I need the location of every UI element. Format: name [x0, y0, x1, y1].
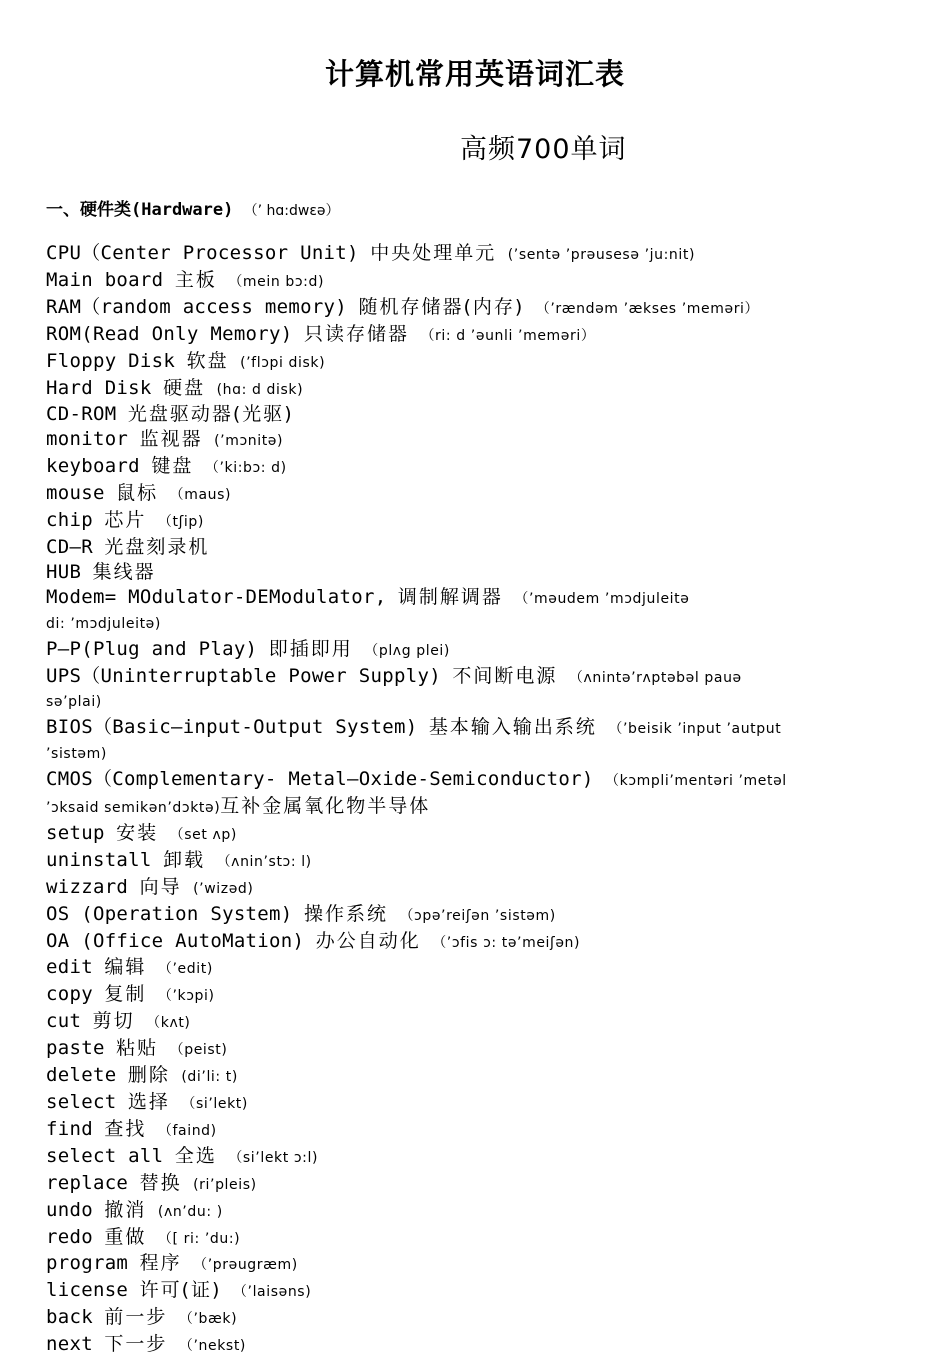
entry-pronunciation: （’prəugræm) [193, 1257, 298, 1274]
vocabulary-entry [46, 1009, 926, 1036]
entry-pronunciation: （maus) [169, 487, 232, 504]
entry-term: keyboard [46, 455, 140, 478]
entry-chinese: 软盘 [186, 349, 229, 372]
entry-pronunciation: （’laisəns) [232, 1284, 312, 1301]
vocabulary-entry [46, 402, 926, 427]
entry-chinese: 复制 [104, 983, 147, 1006]
entry-term: replace [46, 1171, 129, 1194]
entry-chinese: 集线器 [92, 560, 156, 583]
entry-pronunciation: （’bæk) [178, 1311, 238, 1328]
entry-chinese: 编辑 [104, 956, 147, 979]
entry-chinese: 替换 [139, 1171, 182, 1194]
entry-term: CD—R [46, 535, 93, 558]
entry-chinese: 监视器 [139, 428, 203, 451]
vocabulary-entry [46, 1036, 926, 1063]
vocabulary-entry [46, 376, 926, 403]
vocabulary-entry [46, 1305, 926, 1332]
entry-chinese: 撤消 [104, 1198, 147, 1221]
entry-pronunciation: （si’lekt) [181, 1096, 248, 1112]
entry-pronunciation: di: ’mɔdjuleitə) [46, 615, 161, 632]
entry-chinese: 硬盘 [163, 376, 206, 399]
entry-pronunciation: （’ɔfis ɔ: tə’meiʃən) [432, 934, 581, 951]
entry-pronunciation: （[ ri: ’du:) [157, 1230, 241, 1247]
entry-chinese: 删除 [127, 1064, 170, 1087]
entry-term: edit [46, 956, 93, 979]
vocabulary-entry [46, 1251, 926, 1278]
section-heading [46, 195, 340, 220]
entry-pronunciation: （faind) [157, 1122, 217, 1139]
entry-term: CD-ROM [46, 403, 117, 426]
entry-term: redo [46, 1225, 93, 1248]
entry-pronunciation: （ʌnintə’rʌptəbəl pauə [568, 669, 742, 686]
entry-pronunciation: sə’plai) [46, 694, 102, 711]
page-title: 计算机常用英语词汇表 [324, 57, 625, 91]
entry-term: license [46, 1279, 129, 1302]
entry-chinese: 中央处理单元 [370, 242, 497, 264]
entry-term: RAM（random access memory) [46, 295, 348, 318]
vocabulary-entry [46, 241, 926, 268]
entry-term: next [46, 1333, 93, 1356]
entry-chinese: 前一步 [104, 1306, 168, 1329]
entry-pronunciation: ’ɔksaid semikən’dɔktə) [46, 800, 221, 817]
entry-pronunciation: （kɔmpli’mentəri ’metəl [605, 773, 787, 790]
entry-pronunciation: (hɑ: d disk) [216, 381, 304, 398]
entry-term: CMOS（Complementary- Metal—Oxide-Semiconductor) [46, 768, 594, 791]
vocabulary-entry [46, 1332, 926, 1359]
vocabulary-entry [46, 268, 926, 295]
entry-term: paste [46, 1037, 105, 1060]
entry-chinese: 下一步 [104, 1333, 168, 1356]
vocabulary-entry [46, 1063, 926, 1090]
section-label: 一、硬件类(Hardware) [46, 200, 234, 220]
entry-pronunciation: ’sistəm) [46, 746, 107, 763]
entry-pronunciation: （ri: d ’əunli ’meməri） [420, 327, 596, 344]
vocabulary-entry [46, 560, 926, 585]
entry-chinese: 只读存储器 [303, 322, 409, 345]
entry-chinese: 光盘刻录机 [104, 535, 210, 558]
vocabulary-entry [46, 1198, 926, 1225]
entry-term: HUB [46, 560, 82, 583]
entry-pronunciation: (’sentə ’prəusesə ’ju:nit) [507, 247, 696, 263]
entry-pronunciation: (ʌn’du: ) [157, 1203, 223, 1220]
entry-chinese: 安装 [116, 821, 159, 844]
entry-pronunciation: （set ʌp) [169, 826, 237, 843]
entry-chinese: 随机存储器(内存) [358, 295, 525, 318]
entry-pronunciation: (’mɔnitə) [214, 433, 284, 450]
entry-term: Floppy Disk [46, 349, 176, 372]
entry-term: select [46, 1091, 117, 1113]
entry-chinese: 程序 [139, 1252, 182, 1275]
entry-pronunciation: （mein bɔ:d) [228, 273, 325, 290]
entry-pronunciation: （’ki:bɔ: d) [204, 460, 287, 477]
entry-term: program [46, 1252, 129, 1275]
entry-chinese: 互补金属氧化物半导体 [220, 795, 431, 818]
vocabulary-entry [46, 902, 926, 929]
entry-pronunciation: （ɔpə’reiʃən ’sistəm) [399, 907, 556, 924]
vocabulary-entry [46, 664, 926, 691]
vocabulary-entry [46, 955, 926, 982]
entry-term: OA (Office AutoMation) [46, 929, 305, 952]
entry-pronunciation: （tʃip) [157, 514, 204, 531]
entry-pronunciation: （kʌt) [146, 1015, 191, 1032]
entry-chinese: 向导 [139, 875, 182, 898]
entry-pronunciation: （’rændəm ’ækses ’meməri） [535, 300, 760, 317]
entry-pronunciation: (di’li: t) [181, 1069, 238, 1086]
vocabulary-continuation-line [46, 690, 926, 715]
entry-chinese: 粘贴 [116, 1037, 159, 1060]
entry-term: setup [46, 821, 105, 844]
entry-term: copy [46, 983, 93, 1006]
vocabulary-continuation-line [46, 612, 926, 637]
entry-chinese: 许可(证) [139, 1279, 222, 1302]
vocabulary-entry [46, 637, 926, 664]
vocabulary-entry [46, 1090, 926, 1117]
entry-term: undo [46, 1198, 93, 1221]
vocabulary-continuation-line [46, 742, 926, 767]
entry-pronunciation: （peist) [169, 1042, 228, 1059]
entry-term: find [46, 1117, 93, 1140]
entry-chinese: 查找 [104, 1117, 147, 1140]
entry-chinese: 芯片 [104, 509, 147, 532]
entry-term: UPS（Uninterruptable Power Supply) [46, 664, 441, 687]
vocabulary-entry [46, 508, 926, 535]
entry-term: cut [46, 1010, 82, 1033]
entry-pronunciation: （’edit) [157, 961, 213, 978]
entry-term: wizzard [46, 875, 129, 898]
entry-chinese: 办公自动化 [315, 929, 421, 952]
vocabulary-entry [46, 295, 926, 322]
entry-term: ROM(Read Only Memory) [46, 322, 293, 345]
vocabulary-entry [46, 982, 926, 1009]
vocabulary-entry [46, 1117, 926, 1144]
entry-pronunciation: （’kɔpi) [157, 988, 215, 1005]
vocabulary-entry [46, 322, 926, 349]
entry-term: mouse [46, 482, 105, 505]
vocabulary-list [46, 241, 926, 1359]
vocabulary-entry [46, 481, 926, 508]
entry-pronunciation: （plʌg plei) [364, 642, 450, 659]
vocabulary-entry [46, 1225, 926, 1252]
entry-chinese: 不间断电源 [452, 664, 558, 687]
vocabulary-entry [46, 848, 926, 875]
entry-term: CPU（Center Processor Unit) [46, 242, 359, 264]
entry-pronunciation: （’nekst) [178, 1338, 246, 1355]
vocabulary-entry [46, 715, 926, 742]
entry-chinese: 全选 [174, 1144, 217, 1167]
entry-pronunciation: （’beisik ’input ’autput [608, 721, 782, 738]
entry-pronunciation: （’məudem ’mɔdjuleitə [514, 590, 690, 607]
entry-chinese: 重做 [104, 1225, 147, 1248]
entry-chinese: 即插即用 [268, 637, 353, 660]
entry-term: select all [46, 1144, 164, 1167]
entry-chinese: 操作系统 [303, 902, 388, 925]
entry-term: back [46, 1306, 93, 1329]
entry-chinese: 鼠标 [116, 482, 159, 505]
vocabulary-entry [46, 454, 926, 481]
entry-term: OS (Operation System) [46, 902, 293, 925]
vocabulary-entry [46, 535, 926, 560]
vocabulary-entry [46, 1278, 926, 1305]
entry-term: Main board [46, 268, 164, 291]
entry-term: monitor [46, 428, 129, 451]
vocabulary-entry [46, 585, 926, 612]
vocabulary-entry [46, 821, 926, 848]
entry-chinese: 主板 [174, 268, 217, 291]
entry-term: chip [46, 509, 93, 532]
vocabulary-continuation-line [46, 794, 926, 821]
entry-term: uninstall [46, 848, 152, 871]
entry-term: Hard Disk [46, 376, 152, 399]
vocabulary-entry [46, 1144, 926, 1171]
vocabulary-entry [46, 767, 926, 794]
section-pronunciation: （’ hɑ:dwɛə） [243, 203, 340, 219]
entry-term: P—P(Plug and Play) [46, 637, 258, 660]
entry-chinese: 卸载 [163, 848, 206, 871]
entry-pronunciation: (ri’pleis) [193, 1176, 257, 1193]
vocabulary-entry [46, 929, 926, 956]
entry-pronunciation: (’wizəd) [193, 880, 254, 897]
entry-term: BIOS（Basic—input-Output System) [46, 716, 418, 739]
entry-chinese: 选择 [127, 1091, 170, 1113]
entry-chinese: 调制解调器 [397, 585, 503, 608]
vocabulary-entry [46, 1171, 926, 1198]
entry-pronunciation: （ʌnin’stɔ: l) [216, 853, 312, 870]
entry-chinese: 剪切 [92, 1010, 135, 1033]
page-subtitle: 高频700单词 [460, 134, 627, 165]
entry-pronunciation: （si’lekt ɔ:l) [228, 1149, 319, 1166]
entry-term: Modem= MOdulator-DEModulator, [46, 585, 387, 608]
vocabulary-entry [46, 349, 926, 376]
vocabulary-entry [46, 875, 926, 902]
entry-chinese: 键盘 [151, 455, 194, 478]
entry-term: delete [46, 1064, 117, 1087]
entry-pronunciation: (’flɔpi disk) [240, 354, 326, 371]
vocabulary-entry [46, 427, 926, 454]
entry-chinese: 光盘驱动器(光驱) [127, 403, 294, 426]
entry-chinese: 基本输入输出系统 [428, 716, 597, 739]
